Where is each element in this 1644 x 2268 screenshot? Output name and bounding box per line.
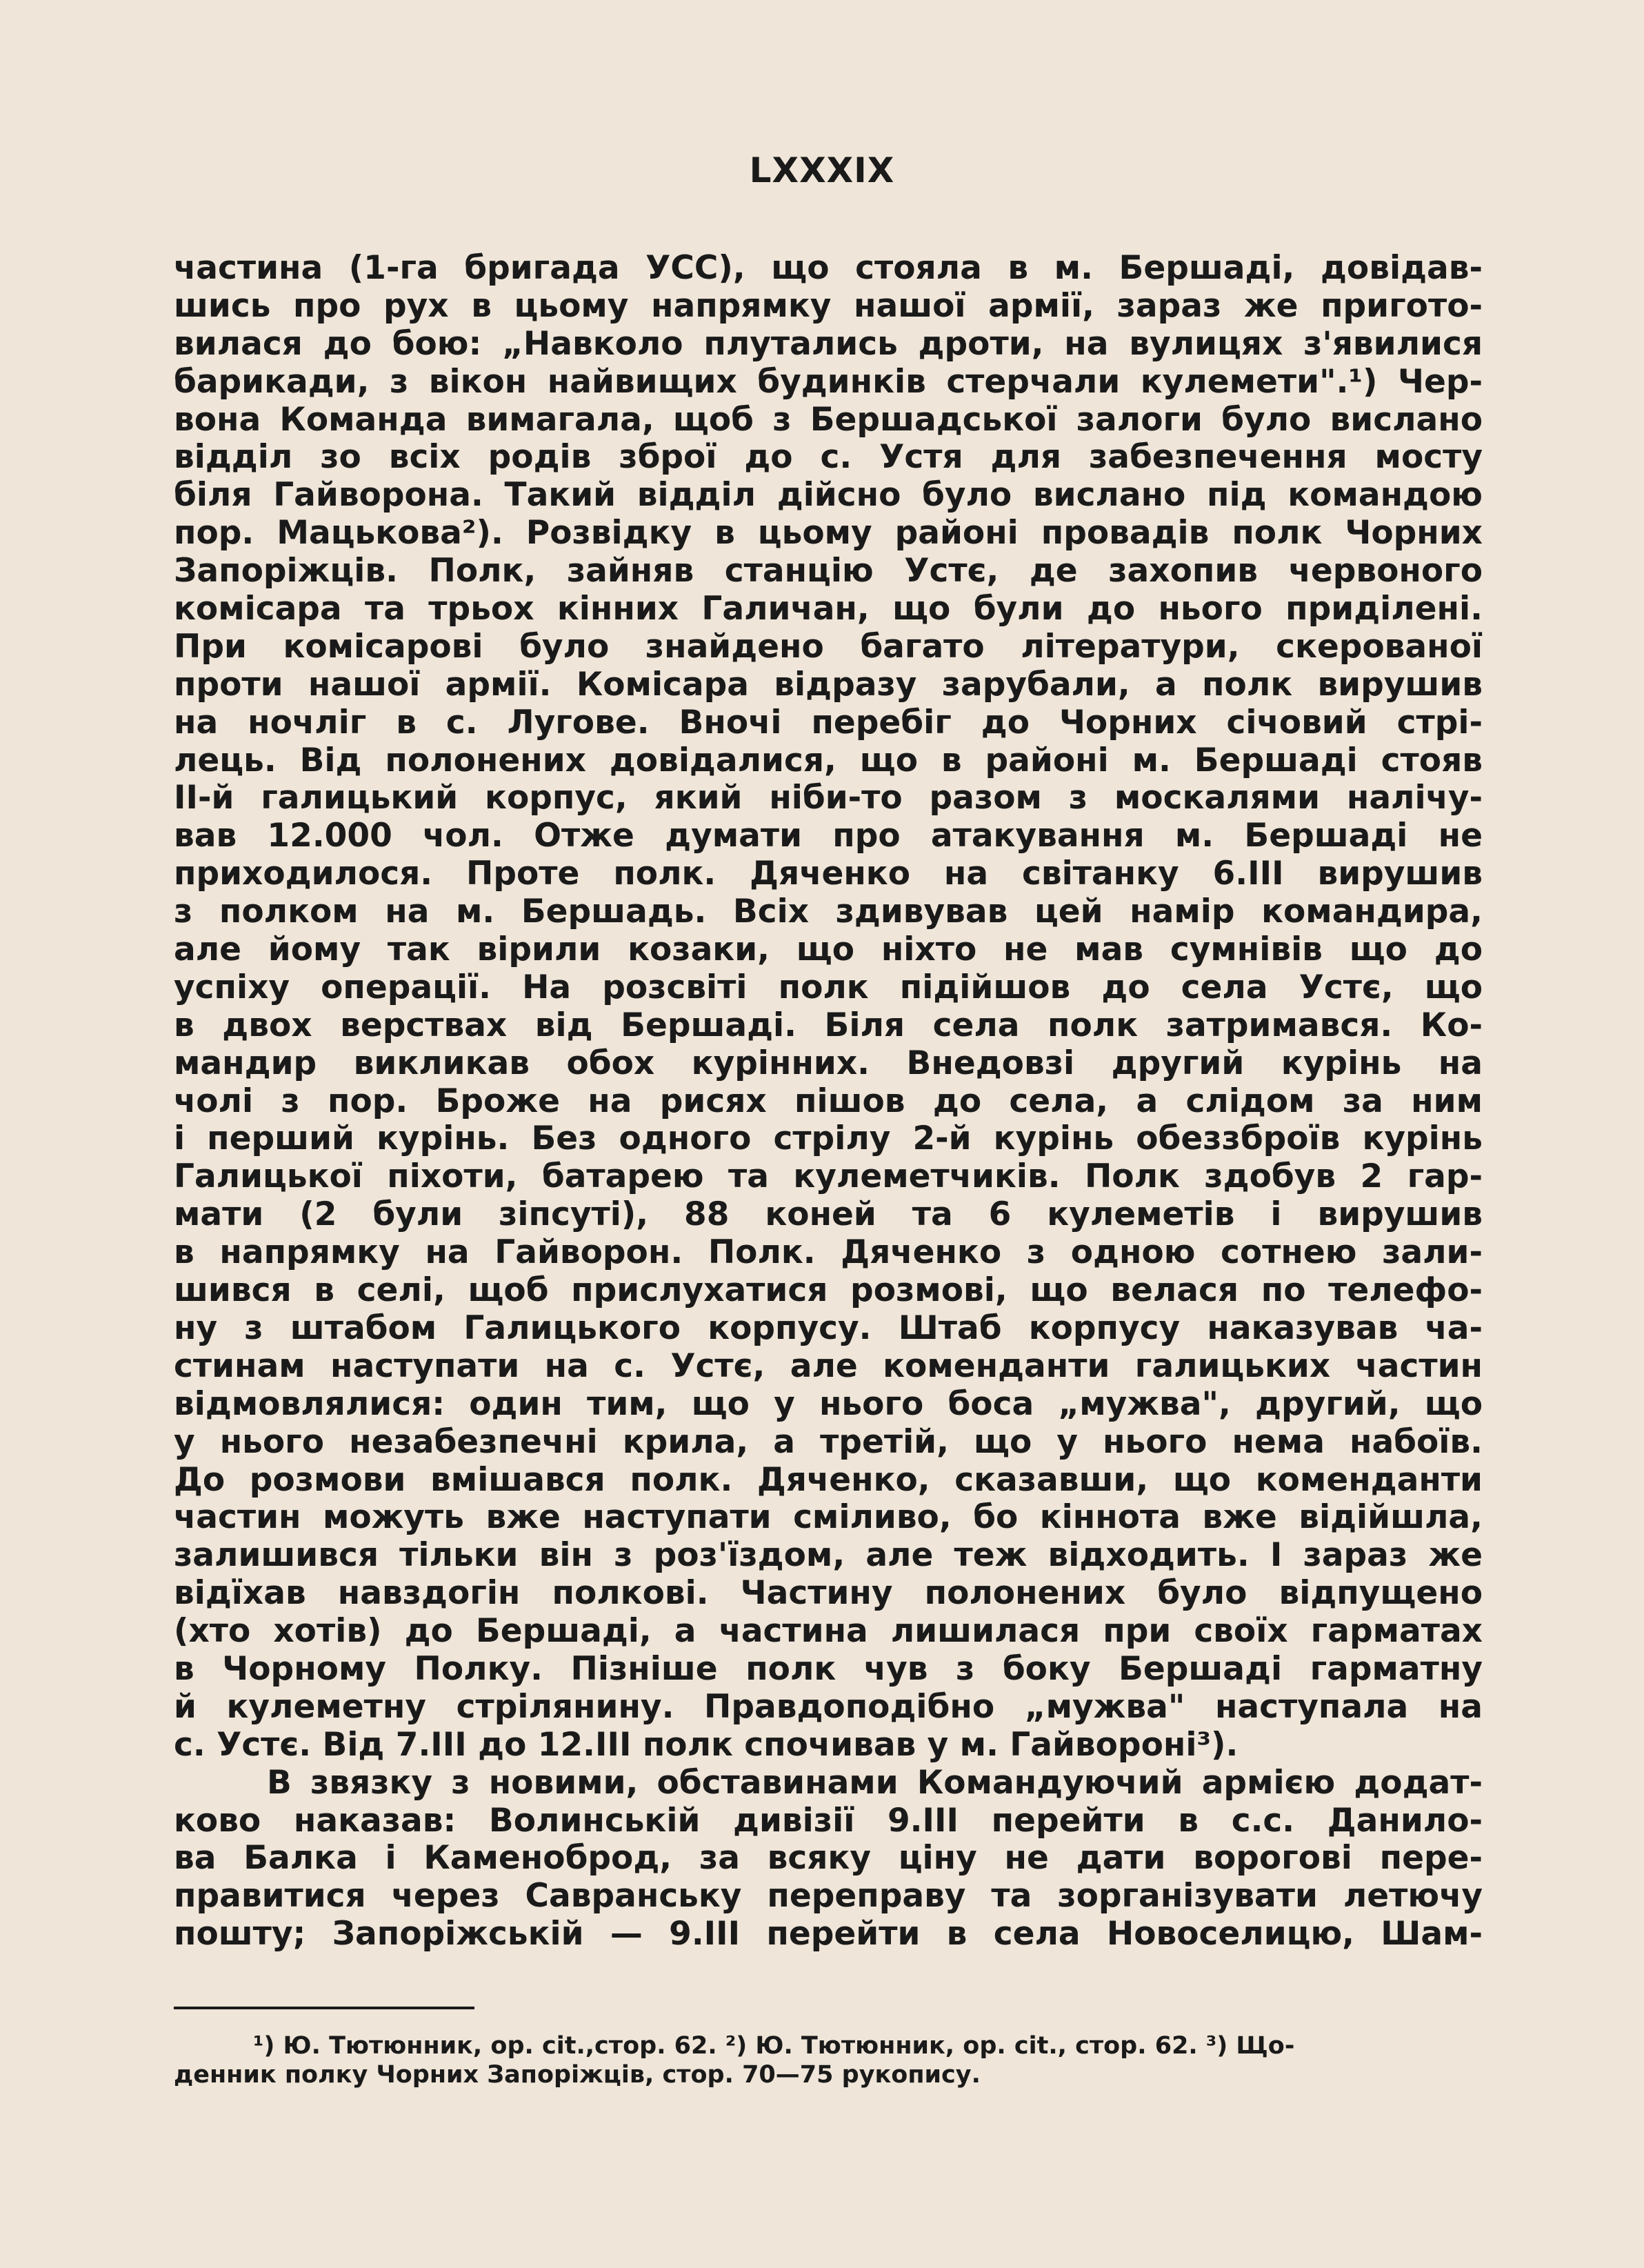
- text-line: відїхав навздогін полкові. Частину полонених було відпущено: [174, 1574, 1483, 1613]
- text-line: пошту; Запоріжській — 9.III перейти в села Новоселицю, Шам-: [174, 1915, 1483, 1953]
- text-line: мати (2 були зіпсуті), 88 коней та 6 кулеметів і вирушив: [174, 1195, 1483, 1234]
- text-line: ну з штабом Галицького корпусу. Штаб корпусу наказував ча-: [174, 1309, 1483, 1347]
- text-line: але йому так вірили козаки, що ніхто не мав сумнівів що до: [174, 931, 1483, 969]
- text-line: приходилося. Проте полк. Дяченко на світанку 6.III вирушив: [174, 855, 1483, 893]
- text-line: шись про рух в цьому напрямку нашої армії, зараз же пригото-: [174, 286, 1483, 325]
- footnote-rule: [174, 2007, 474, 2009]
- text-line: у нього незабезпечні крила, а третій, що у нього нема набоїв.: [174, 1422, 1483, 1461]
- text-line: вилася до бою: „Навколо плутались дроти, на вулицях з'явилися: [174, 324, 1483, 363]
- text-line: В звязку з новими, обставинами Командуючий армією додат-: [267, 1763, 1483, 1802]
- text-line: вона Команда вимагала, щоб з Бершадської залоги було вислано: [174, 400, 1483, 439]
- text-line: пор. Мацькова²). Розвідку в цьому районі провадів полк Чорних: [174, 514, 1483, 553]
- text-line: с. Устє. Від 7.III до 12.III полк спочивав у м. Гайвороні³).: [174, 1725, 1239, 1764]
- text-line: на ночліг в с. Лугове. Вночі перебіг до Чорних січовий стрі-: [174, 703, 1483, 742]
- text-line: вав 12.000 чол. Отже думати про атакування м. Бершаді не: [174, 817, 1483, 855]
- text-line: ково наказав: Волинській дивізії 9.III перейти в с.с. Данило-: [174, 1801, 1483, 1840]
- footnotes: [174, 2031, 1483, 2089]
- text-line: в Чорному Полку. Пізніше полк чув з боку Бершаді гарматну: [174, 1649, 1483, 1688]
- text-line: і перший курінь. Без одного стрілу 2-й курінь обеззброїв курінь: [174, 1120, 1483, 1158]
- text-line: стинам наступати на с. Устє, але коменданти галицьких частин: [174, 1346, 1483, 1385]
- text-line: чолі з пор. Броже на рисях пішов до села, а слідом за ним: [174, 1082, 1483, 1120]
- text-line: з полком на м. Бершадь. Всіх здивував цей намір командира,: [174, 893, 1483, 931]
- text-line: відділ зо всіх родів зброї до с. Устя для забезпечення мосту: [174, 438, 1483, 477]
- text-line: При комісарові було знайдено багато літератури, скерованої: [174, 627, 1483, 666]
- text-line: правитися через Савранську переправу та зорганізувати летючу: [174, 1877, 1483, 1916]
- text-line: проти нашої армії. Комісара відразу зарубали, а полк вирушив: [174, 665, 1483, 704]
- text-line: залишився тільки він з роз'їздом, але теж відходить. І зараз же: [174, 1536, 1483, 1575]
- footnote-line: ¹) Ю. Тютюнник, op. cit.,стор. 62. ²) Ю. Тютюнник, op. cit., стор. 62. ³) Що-: [253, 2032, 1295, 2060]
- text-line: лець. Від полонених довідалися, що в районі м. Бершаді стояв: [174, 741, 1483, 779]
- text-line: комісара та трьох кінних Галичан, що були до нього приділені.: [174, 590, 1483, 628]
- body-text: [174, 250, 1483, 1953]
- text-line: в напрямку на Гайворон. Полк. Дяченко з одною сотнею зали-: [174, 1233, 1483, 1272]
- text-line: успіху операції. На розсвіті полк підійшов до села Устє, що: [174, 968, 1483, 1006]
- text-line: До розмови вмішався полк. Дяченко, сказавши, що коменданти: [174, 1460, 1483, 1499]
- text-line: й кулеметну стрілянину. Правдоподібно „мужва" наступала на: [174, 1687, 1483, 1726]
- text-line: мандир викликав обох курінних. Внедовзі другий курінь на: [174, 1044, 1483, 1082]
- text-line: біля Гайворона. Такий відділ дійсно було вислано під командою: [174, 476, 1483, 515]
- text-line: частина (1-га бригада УСС), що стояла в м. Бершаді, довідав-: [174, 249, 1483, 287]
- text-line: частин можуть вже наступати сміливо, бо кіннота вже відійшла,: [174, 1498, 1483, 1537]
- paragraph-1: [174, 250, 1483, 1764]
- text-line: барикади, з вікон найвищих будинків стерчали кулемети".¹) Чер-: [174, 362, 1483, 401]
- text-line: Запоріжців. Полк, зайняв станцію Устє, де захопив червоного: [174, 552, 1483, 590]
- text-line: Галицької піхоти, батарею та кулеметчиків. Полк здобув 2 гар-: [174, 1157, 1483, 1196]
- text-line: ва Балка і Каменоброд, за всяку ціну не дати ворогові пере-: [174, 1839, 1483, 1878]
- text-line: шився в селі, щоб прислухатися розмові, що велася по телефо-: [174, 1271, 1483, 1310]
- page-number: LXXXIX: [749, 150, 895, 190]
- text-line: відмовлялися: один тим, що у нього боса „мужва", другий, що: [174, 1384, 1483, 1423]
- text-line: II-й галицький корпус, який ніби-то разом з москалями налічу-: [174, 779, 1483, 817]
- footnote-line: денник полку Чорних Запоріжців, стор. 70—75 рукопису.: [174, 2061, 981, 2089]
- text-line: в двох верствах від Бершаді. Біля села полк затримався. Ко-: [174, 1006, 1483, 1044]
- paragraph-2: [174, 1764, 1483, 1953]
- text-line: (хто хотів) до Бершаді, а частина лишилася при своїх гарматах: [174, 1612, 1483, 1651]
